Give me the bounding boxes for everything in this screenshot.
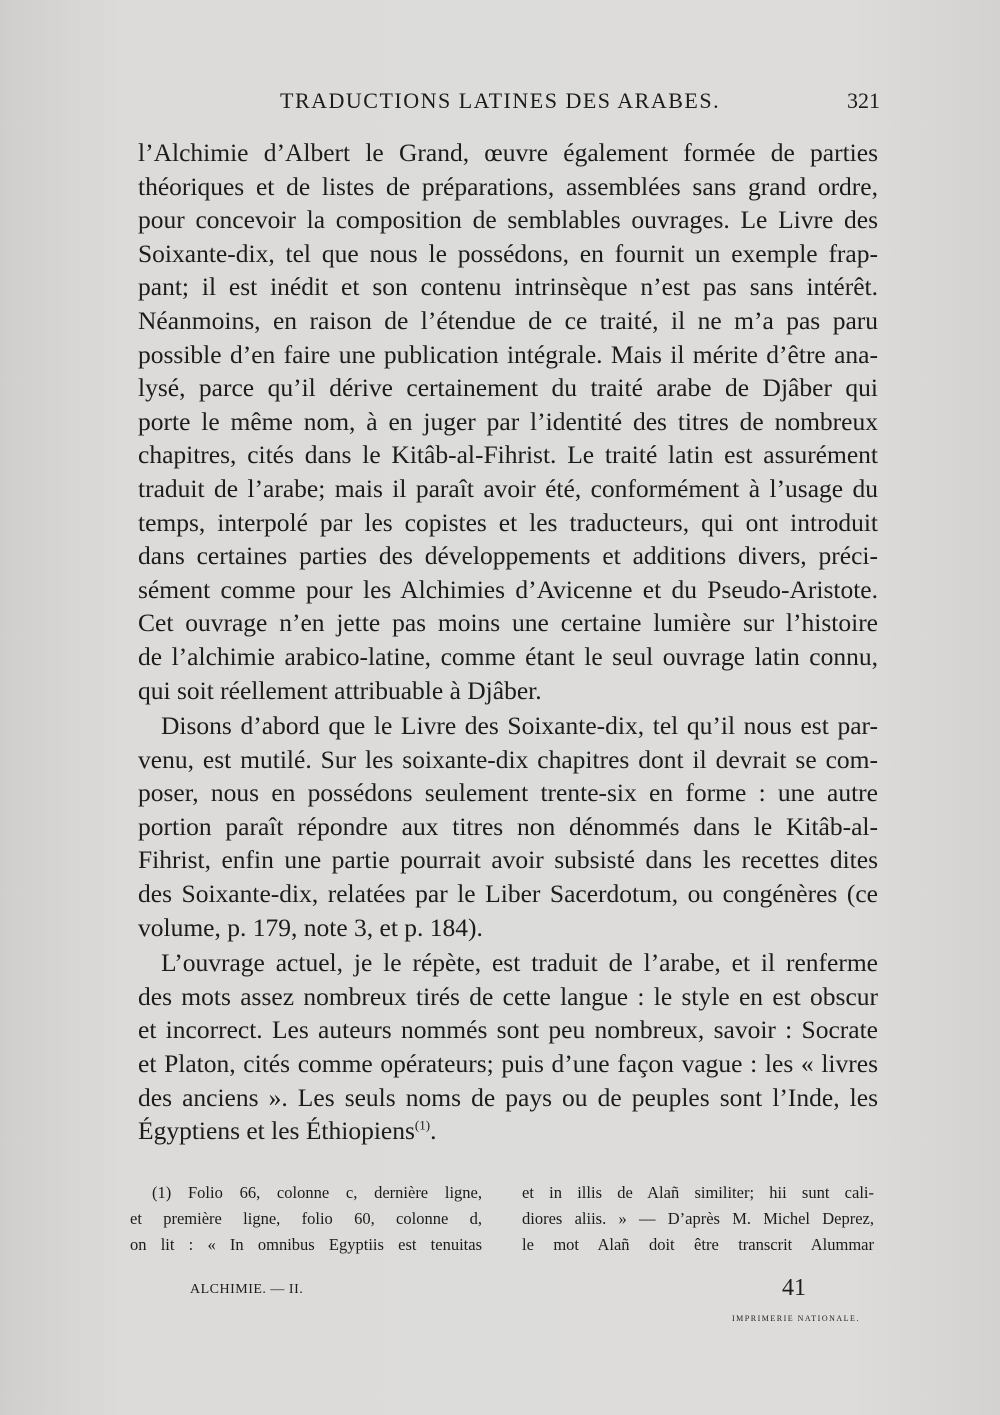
body-line: Néanmoins, en raison de l’étendue de ce traité, il ne m’a pas paru (138, 305, 878, 335)
body-line: portion paraît répondre aux titres non dénommés dans le Kitâb-al- (138, 811, 878, 841)
body-line: Cet ouvrage n’en jette pas moins une certaine lumière sur l’histoire (138, 608, 878, 638)
body-line: dans certaines parties des développements et additions divers, préci- (138, 541, 878, 571)
body-line: sément comme pour les Alchimies d’Avicenne et du Pseudo-Aristote. (138, 574, 878, 604)
body-line: volume, p. 179, note 3, et p. 184). (138, 912, 483, 942)
footnote-line: on lit : « In omnibus Egyptiis est tenuitas (130, 1235, 482, 1254)
body-line: pant; il est inédit et son contenu intrinsèque n’est pas sans intérêt. (138, 272, 878, 302)
signature-left: ALCHIMIE. — II. (190, 1282, 304, 1297)
body-line: temps, interpolé par les copistes et les traducteurs, qui ont introduit (138, 507, 878, 537)
footnote-line: diores aliis. » — D’après M. Michel Deprez, (522, 1209, 874, 1228)
signature-number: 41 (782, 1275, 806, 1301)
body-line-text: Égyptiens et les Éthiopiens (138, 1116, 415, 1146)
body-line: qui soit réellement attribuable à Djâber. (138, 675, 542, 705)
body-line: lysé, parce qu’il dérive certainement du traité arabe de Djâber qui (138, 373, 878, 403)
body-line: possible d’en faire une publication intégrale. Mais il mérite d’être ana- (138, 339, 878, 369)
body-line-final: Égyptiens et les Éthiopiens$^{(1)}$. (138, 1116, 437, 1146)
body-line: des anciens ». Les seuls noms de pays ou de peuples sont l’Inde, les (138, 1082, 878, 1112)
body-line: porte le même nom, à en juger par l’identité des titres de nombreux (138, 406, 878, 436)
body-line: Soixante-dix, tel que nous le possédons, en fournit un exemple frap- (138, 238, 878, 268)
running-title: TRADUCTIONS LATINES DES ARABES. (280, 88, 721, 113)
running-head (280, 88, 880, 118)
body-line: pour concevoir la composition de semblables ouvrages. Le Livre des (138, 205, 878, 235)
footnote-column-left (130, 1180, 482, 1258)
body-line: théoriques et de listes de préparations, assemblées sans grand ordre, (138, 171, 878, 201)
body-line: des Soixante-dix, relatées par le Liber Sacerdotum, ou congénères (ce (138, 879, 878, 909)
body-line: et incorrect. Les auteurs nommés sont peu nombreux, savoir : Socrate (138, 1015, 878, 1045)
footnote-line: et in illis de Alañ similiter; hii sunt cali- (522, 1183, 874, 1202)
body-line: l’Alchimie d’Albert le Grand, œuvre également formée de parties (138, 138, 878, 167)
body-line: venu, est mutilé. Sur les soixante-dix chapitres dont il devrait se com- (138, 744, 878, 774)
body-line: de l’alchimie arabico-latine, comme étant le seul ouvrage latin connu, (138, 641, 878, 671)
body-line: Fihrist, enfin une partie pourrait avoir subsisté dans les recettes dites (138, 845, 878, 875)
footnote-column-right (522, 1180, 874, 1258)
body-line: Disons d’abord que le Livre des Soixante-dix, tel qu’il nous est par- (161, 711, 878, 741)
footnote-line: (1) Folio 66, colonne c, dernière ligne, (152, 1183, 482, 1202)
body-line: L’ouvrage actuel, je le répète, est traduit de l’arabe, et il renferme (161, 948, 878, 978)
printer-mark: IMPRIMERIE NATIONALE. (732, 1314, 860, 1323)
body-line: traduit de l’arabe; mais il paraît avoir été, conformément à l’usage du (138, 473, 878, 503)
footnote-reference[interactable]: (1) (414, 1117, 431, 1133)
body-line: poser, nous en possédons seulement trente-six en forme : une autre (138, 778, 878, 808)
footnote-line: et première ligne, folio 60, colonne d, (130, 1209, 482, 1228)
body-line: chapitres, cités dans le Kitâb-al-Fihrist. Le traité latin est assurément (138, 440, 878, 470)
footnote-line: le mot Alañ doit être transcrit Alummar (522, 1235, 874, 1254)
body-text (138, 136, 878, 1148)
body-line: et Platon, cités comme opérateurs; puis d’une façon vague : les « livres (138, 1049, 878, 1079)
page-number: 321 (847, 88, 880, 113)
body-line: des mots assez nombreux tirés de cette langue : le style en est obscur (138, 981, 878, 1011)
